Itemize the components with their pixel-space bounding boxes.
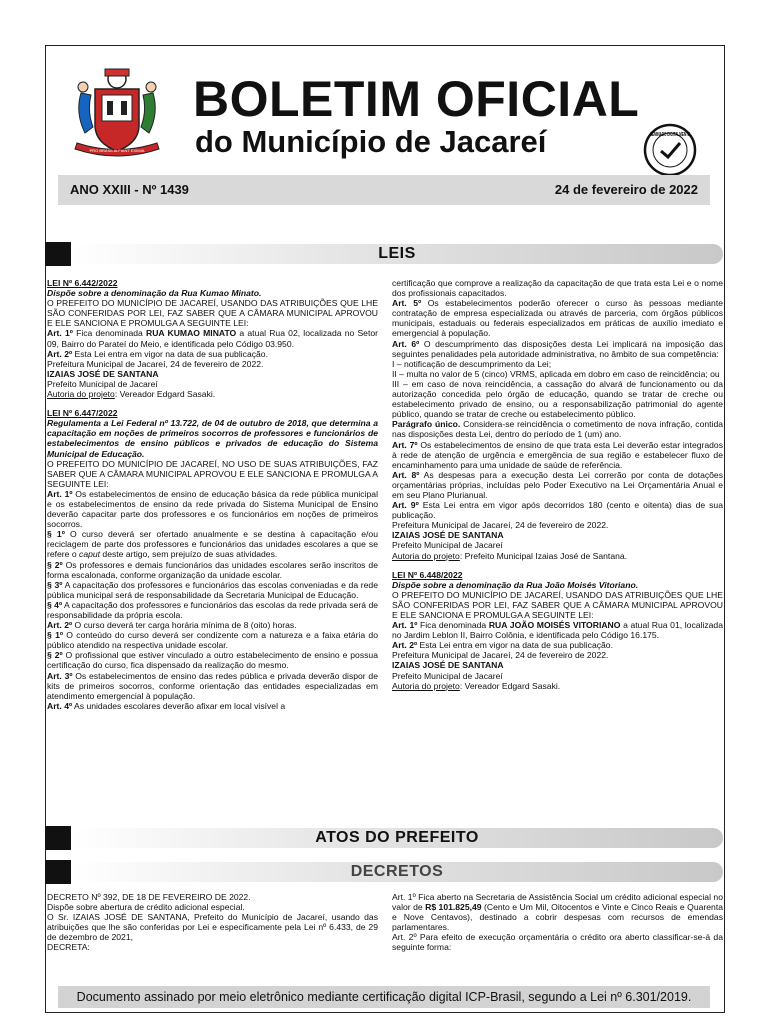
section-atos-title: ATOS DO PREFEITO xyxy=(315,829,479,846)
signature-footer: Documento assinado por meio eletrônico mediante certificação digital ICP-Brasil, segundo a Lei nº 6.301/2019. xyxy=(58,986,710,1008)
section-leis xyxy=(45,242,723,266)
decree-left-column: DECRETO Nº 392, DE 18 DE FEVEREIRO DE 2022. Dispõe sobre abertura de crédito adicional especial. O Sr. IZAIAS JOSÉ DE SANTANA, Prefeito do Município de Jacareí, usando das atribuições que lhe são conferidas por Lei e especificamente pela Lei nº 6.433, de 29 de dezembro de 2021, DECRETA: xyxy=(47,892,378,953)
section-leis-title: LEIS xyxy=(378,245,416,262)
bulletin-subtitle: do Município de Jacareí xyxy=(195,124,547,159)
masthead xyxy=(45,45,725,175)
digital-signature-stamp-icon xyxy=(643,123,697,177)
section-decretos-title: DECRETOS xyxy=(350,863,444,880)
section-atos xyxy=(45,826,723,850)
bulletin-title: BOLETIM OFICIAL xyxy=(193,71,640,127)
municipal-crest-icon xyxy=(67,63,167,163)
decree-right-column: Art. 1º Fica aberto na Secretaria de Assistência Social um crédito adicional especial no valor de R$ 101.825,49 (Cento e Um Mil, Oitocentos e Vinte e Cinco Reais e Quarenta e Nove Centavos), destinado a cobrir despesas com recursos de emendas parlamentares. Art. 2º Para efeito de execução orçamentária o crédito ora aberto classificar-se-á da seguinte forma: xyxy=(392,892,723,953)
edition-date: 24 de fevereiro de 2022 xyxy=(554,182,698,197)
crest-ribbon-text: PRO BRASILIA FIANT EXIMIA xyxy=(89,148,145,153)
edition-number: ANO XXIII - Nº 1439 xyxy=(70,182,189,197)
edition-bar xyxy=(58,175,710,205)
leis-right-column: certificação que comprove a realização da capacitação de que trata esta Lei e o nome dos profissionais capacitados. Art. 5º Os estabelecimentos poderão oferecer o curso às pessoas mediante contratação de empresa especializada ou através de parceria, com órgãos públicos municipais, estaduais ou federais especializados em práticas de auxílio imediato e emergencial à população. Art. 6º O descumprimento das disposições desta Lei implicará na imposição das seguintes penalidades pela autoridade administrativa, no âmbito de sua competência: I – notificação de descumprimento da Lei; II – multa no valor de 5 (cinco) VRMS, aplicada em dobro em caso de reincidência; ou III – em caso de nova reincidência, a cassação do alvará de funcionamento ou da autorização concedida pelo órgão de educação, quando se tratar de creche ou estabelecimento privado de ensino, ou a responsabilização patrimonial do agente público, quando se tratar de creche ou estabelecimento público. Parágrafo único. Considera-se reincidência o cometimento de nova infração, contida nas disposições desta Lei, dentro do período de 1 (um) ano. Art. 7º Os estabelecimentos de ensino de que trata esta Lei deverão estar integrados à rede de atenção de urgência e emergência de sua região e estabelecer fluxo de encaminhamento para uma unidade de saúde de referência. Art. 8º As despesas para a execução desta Lei correrão por conta de dotações orçamentárias próprias, incluídas pelo Poder Executivo na Lei Orçamentária Anual e em seu Plano Plurianual. Art. 9º Esta Lei entra em vigor após decorridos 180 (cento e oitenta) dias de sua publicação. Prefeitura Municipal de Jacareí, 24 de fevereiro de 2022. IZAIAS JOSÉ DE SANTANA Prefeito Municipal de Jacareí Autoria do projeto: Prefeito Municipal Izaias José de Santana. LEI Nº 6.448/2022 Dispõe sobre a denominação da Rua João Moisés Vitoriano. O PREFEITO DO MUNICÍPIO DE JACAREÍ, USANDO DAS ATRIBUIÇÕES QUE LHE SÃO CONFERIDAS POR LEI, FAZ SABER QUE A CÂMARA MUNICIPAL APROVOU E ELE SANCIONA E PROMULGA A SEGUINTE LEI: Art. 1º Fica denominada RUA JOÃO MOISÉS VITORIANO a atual Rua 01, localizada no Jardim Leblon II, Bairro Colônia, e identificada pelo Código 16.175. Art. 2º Esta Lei entra em vigor na data de sua publicação. Prefeitura Municipal de Jacareí, 24 de fevereiro de 2022. IZAIAS JOSÉ DE SANTANA Prefeito Municipal de Jacareí Autoria do projeto: Vereador Edgard Sasaki. xyxy=(392,278,724,691)
leis-left-column: LEI Nº 6.442/2022 Dispõe sobre a denominação da Rua Kumao Minato. O PREFEITO DO MUNICÍPIO DE JACAREÍ, USANDO DAS ATRIBUIÇÕES QUE LHE SÃO CONFERIDAS POR LEI, FAZ SABER QUE A CÂMARA MUNICIPAL APROVOU E ELE SANCIONA E PROMULGA A SEGUINTE LEI: Art. 1º Fica denominada RUA KUMAO MINATO a atual Rua 02, localizada no Setor 09, Bairro do Parateí do Meio, e identificada pelo Código 03.950. Art. 2º Esta Lei entra em vigor na data de sua publicação. Prefeitura Municipal de Jacareí, 24 de fevereiro de 2022. IZAIAS JOSÉ DE SANTANA Prefeito Municipal de Jacareí Autoria do projeto: Vereador Edgard Sasaki. LEI Nº 6.447/2022 Regulamenta a Lei Federal nº 13.722, de 04 de outubro de 2018, que determina a capacitação em noções de primeiros socorros de professores e funcionários de estabelecimentos de ensino públicos e privados de educação do Sistema Municipal de Educação. O PREFEITO DO MUNICÍPIO DE JACAREÍ, NO USO DE SUAS ATRIBUIÇÕES, FAZ SABER QUE A CÂMARA MUNICIPAL APROVOU E ELE SANCIONA E PROMULGA A SEGUINTE LEI: Art. 1º Os estabelecimentos de ensino de educação básica da rede pública municipal e os estabelecimentos de ensino da rede privada do Sistema Municipal de Ensino deverão capacitar parte dos professores e os funcionários em noções de primeiros socorros. § 1º O curso deverá ser ofertado anualmente e se destina à capacitação e/ou reciclagem de parte dos professores e funcionários das unidades escolares a que se refere o caput deste artigo, sem prejuízo de suas atividades. § 2º Os professores e demais funcionários das unidades escolares serão inscritos de forma escalonada, conforme organização da unidade escolar. § 3º A capacitação dos professores e funcionários das escolas conveniadas e da rede pública municipal será de responsabilidade da Secretaria Municipal de Educação. § 4º A capacitação dos professores e funcionários das escolas da rede privada será de responsabilidade da própria escola. Art. 2º O curso deverá ter carga horária mínima de 8 (oito) horas. § 1º O conteúdo do curso deverá ser condizente com a natureza e a faixa etária do público atendido na respectiva unidade escolar. § 2º O profissional que estiver vinculado a outro estabelecimento de ensino e possua certificação do curso, fica dispensado da realização do mesmo. Art. 3º Os estabelecimentos de ensino das redes pública e privada deverão dispor de kits de primeiros socorros, conforme orientação das entidades especializadas em atendimento emergencial à população. Art. 4º As unidades escolares deverão afixar em local visível a xyxy=(47,278,378,711)
stamp-text: SEMINADO DIGITALMENTE xyxy=(650,132,691,138)
section-decretos xyxy=(45,860,723,884)
